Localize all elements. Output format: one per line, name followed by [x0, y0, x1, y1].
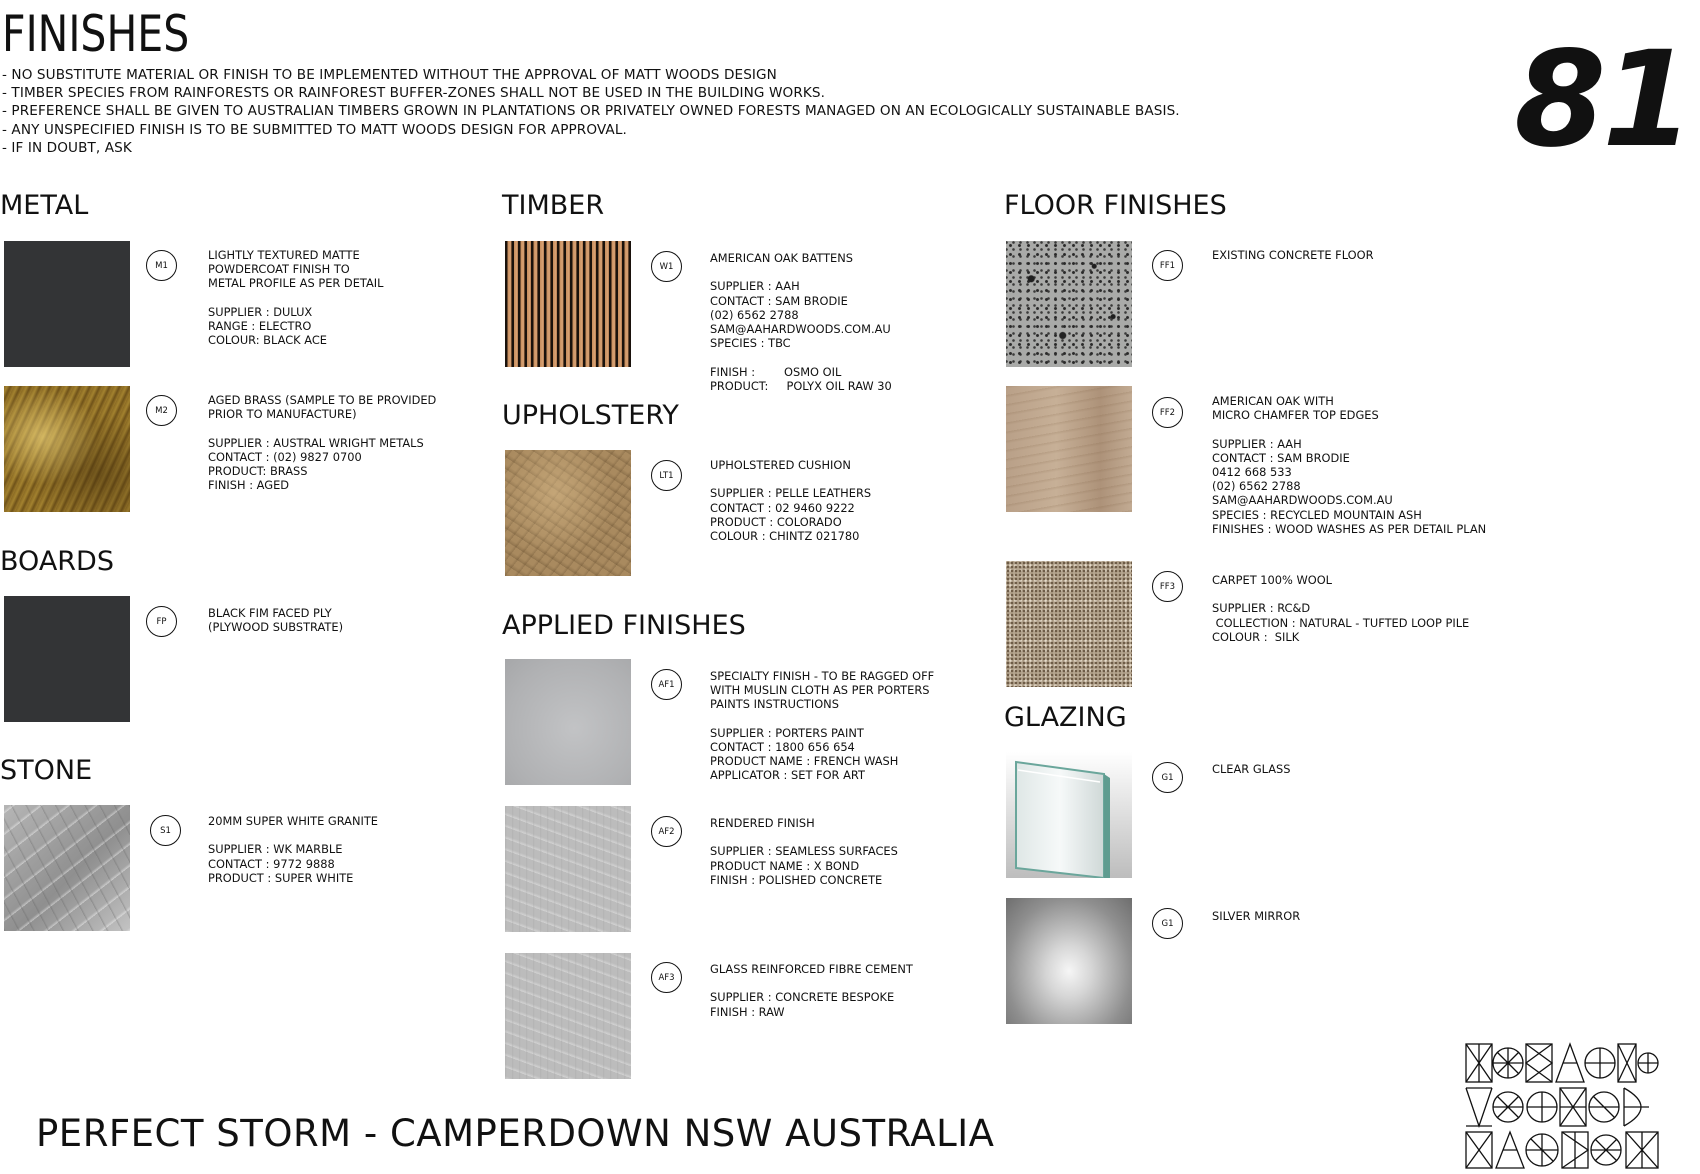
code-badge-w1: W1 — [651, 251, 682, 282]
spec-line: PAINTS INSTRUCTIONS — [710, 697, 839, 712]
spec-line: FINISH : RAW — [710, 1004, 785, 1019]
swatch-g1-glass — [1006, 752, 1132, 878]
section-heading-floor-finishes: FLOOR FINISHES — [1004, 190, 1227, 221]
spec-lt1 — [710, 458, 871, 543]
spec-line: GLASS REINFORCED FIBRE CEMENT — [710, 962, 913, 976]
spec-line: PRODUCT: BRASS — [208, 464, 308, 478]
spec-line: COLOUR: BLACK ACE — [208, 333, 327, 348]
spec-line: 0412 668 533 — [1212, 465, 1292, 479]
swatch-ff2 — [1006, 386, 1132, 512]
spec-line: SILVER MIRROR — [1212, 909, 1301, 923]
swatch-m1 — [4, 241, 130, 367]
spec-fp — [208, 606, 343, 634]
spec-line — [710, 265, 892, 279]
spec-line: SUPPLIER : PORTERS PAINT — [710, 725, 864, 740]
spec-line: FINISH : AGED — [208, 478, 290, 493]
spec-s1 — [208, 814, 378, 885]
spec-line: COLLECTION : NATURAL - TUFTED LOOP PILE — [1212, 615, 1470, 630]
spec-line: (PLYWOOD SUBSTRATE) — [208, 620, 344, 635]
matt-woods-logo — [1464, 1042, 1660, 1170]
spec-line — [208, 291, 383, 305]
spec-line: SUPPLIER : AAH — [1212, 436, 1302, 451]
spec-line: EXISTING CONCRETE FLOOR — [1212, 248, 1374, 262]
spec-line: PRODUCT: POLYX OIL RAW 30 — [710, 378, 892, 393]
spec-line — [710, 712, 934, 726]
spec-line — [710, 472, 871, 486]
spec-line: APPLICATOR : SET FOR ART — [710, 768, 865, 783]
spec-line: PRIOR TO MANUFACTURE) — [208, 407, 357, 422]
spec-line: AMERICAN OAK BATTENS — [710, 251, 854, 265]
spec-line: MICRO CHAMFER TOP EDGES — [1212, 408, 1379, 423]
footer-project-title: PERFECT STORM - CAMPERDOWN NSW AUSTRALIA — [36, 1112, 995, 1155]
spec-line: SPECIES : RECYCLED MOUNTAIN ASH — [1212, 507, 1422, 522]
swatch-m2 — [4, 386, 130, 512]
spec-line: FINISH : OSMO OIL — [710, 364, 842, 379]
code-badge-m2: M2 — [146, 395, 177, 426]
spec-line — [208, 828, 378, 842]
note-line: - ANY UNSPECIFIED FINISH IS TO BE SUBMITTED TO MATT WOODS DESIGN FOR APPROVAL. — [2, 121, 627, 138]
spec-line: RANGE : ELECTRO — [208, 319, 312, 333]
spec-line: AMERICAN OAK WITH — [1212, 394, 1334, 408]
spec-line: SUPPLIER : AUSTRAL WRIGHT METALS — [208, 435, 424, 450]
spec-line: BLACK FIM FACED PLY — [208, 606, 332, 620]
spec-ff2 — [1212, 394, 1486, 536]
code-badge-m1: M1 — [146, 250, 177, 281]
spec-line: PRODUCT : SUPER WHITE — [208, 870, 354, 885]
spec-line — [1212, 422, 1486, 436]
general-notes — [2, 66, 1180, 157]
note-line: - TIMBER SPECIES FROM RAINFORESTS OR RAINFOREST BUFFER-ZONES SHALL NOT BE USED IN THE BUILDING WORKS. — [2, 85, 826, 102]
section-heading-boards: BOARDS — [0, 546, 114, 577]
code-badge-af2: AF2 — [651, 816, 682, 847]
section-heading-metal: METAL — [0, 190, 89, 221]
section-heading-glazing: GLAZING — [1004, 702, 1127, 733]
spec-line: COLOUR : SILK — [1212, 629, 1300, 644]
spec-w1 — [710, 251, 892, 393]
spec-line: COLOUR : CHINTZ 021780 — [710, 529, 860, 543]
spec-line: SAM@AAHARDWOODS.COM.AU — [1212, 493, 1393, 508]
spec-line: SPECIES : TBC — [710, 336, 791, 351]
spec-line: (02) 6562 2788 — [1212, 479, 1301, 494]
spec-line: PRODUCT : COLORADO — [710, 514, 842, 529]
spec-line: POWDERCOAT FINISH TO — [208, 262, 350, 277]
code-badge-fp: FP — [146, 606, 177, 637]
glass-pane-icon — [1006, 752, 1132, 878]
spec-line: SUPPLIER : CONCRETE BESPOKE — [710, 990, 895, 1005]
spec-line: UPHOLSTERED CUSHION — [710, 458, 851, 472]
code-badge-ff3: FF3 — [1152, 571, 1183, 602]
spec-g1-glass — [1212, 762, 1291, 776]
spec-line: (02) 6562 2788 — [710, 307, 799, 322]
page-title: FINISHES — [2, 5, 190, 63]
spec-line: CONTACT : 02 9460 9222 — [710, 500, 855, 515]
code-badge-ff1: FF1 — [1152, 250, 1183, 281]
spec-ff3 — [1212, 573, 1469, 644]
page-number: 81 — [1514, 23, 1690, 177]
section-heading-timber: TIMBER — [502, 190, 605, 221]
swatch-lt1 — [505, 450, 631, 576]
spec-line: FINISHES : WOOD WASHES AS PER DETAIL PLAN — [1212, 521, 1487, 536]
code-badge-lt1: LT1 — [651, 460, 682, 491]
spec-af3 — [710, 962, 913, 1019]
code-badge-s1: S1 — [150, 815, 181, 846]
spec-line: CLEAR GLASS — [1212, 762, 1291, 776]
spec-line — [710, 350, 892, 364]
spec-line: CONTACT : SAM BRODIE — [710, 293, 848, 308]
spec-af2 — [710, 816, 898, 887]
code-badge-ff2: FF2 — [1152, 397, 1183, 428]
swatch-w1 — [505, 241, 631, 367]
spec-line: PRODUCT NAME : X BOND — [710, 858, 860, 873]
spec-line: METAL PROFILE AS PER DETAIL — [208, 276, 384, 291]
spec-line: SUPPLIER : AAH — [710, 279, 800, 294]
code-badge-af3: AF3 — [651, 962, 682, 993]
spec-m1 — [208, 248, 383, 347]
code-badge-g1-glass: G1 — [1152, 762, 1183, 793]
spec-line: SAM@AAHARDWOODS.COM.AU — [710, 322, 891, 336]
spec-line — [710, 976, 913, 990]
spec-ff1 — [1212, 248, 1374, 262]
spec-line — [1212, 587, 1469, 601]
swatch-ff1 — [1006, 241, 1132, 367]
spec-line: AGED BRASS (SAMPLE TO BE PROVIDED — [208, 393, 437, 407]
note-line: - NO SUBSTITUTE MATERIAL OR FINISH TO BE IMPLEMENTED WITHOUT THE APPROVAL OF MATT WOODS DESIGN — [2, 67, 777, 83]
note-line: - PREFERENCE SHALL BE GIVEN TO AUSTRALIAN TIMBERS GROWN IN PLANTATIONS OR PRIVATELY OWNED FORESTS MANAGED ON AN ECOLOGICALLY SUSTAINABLE BASIS. — [2, 103, 1180, 120]
spec-line — [208, 421, 436, 435]
code-badge-af1: AF1 — [651, 669, 682, 700]
spec-line: LIGHTLY TEXTURED MATTE — [208, 248, 360, 262]
section-heading-stone: STONE — [0, 755, 93, 786]
spec-line: WITH MUSLIN CLOTH AS PER PORTERS — [710, 683, 930, 698]
spec-line: CONTACT : SAM BRODIE — [1212, 450, 1350, 465]
spec-line: CARPET 100% WOOL — [1212, 573, 1333, 587]
spec-line: FINISH : POLISHED CONCRETE — [710, 872, 883, 887]
swatch-af1 — [505, 659, 631, 785]
section-heading-applied-finishes: APPLIED FINISHES — [502, 610, 746, 641]
spec-line — [710, 830, 898, 844]
swatch-af2 — [505, 806, 631, 932]
code-badge-g1-mirror: G1 — [1152, 908, 1183, 939]
spec-line: CONTACT : (02) 9827 0700 — [208, 449, 362, 464]
spec-line: PRODUCT NAME : FRENCH WASH — [710, 754, 899, 769]
spec-line: CONTACT : 1800 656 654 — [710, 740, 855, 754]
spec-line: SUPPLIER : PELLE LEATHERS — [710, 486, 872, 501]
spec-m2 — [208, 393, 436, 492]
spec-af1 — [710, 669, 934, 783]
spec-line: RENDERED FINISH — [710, 816, 815, 830]
note-line: - IF IN DOUBT, ASK — [2, 139, 132, 156]
spec-line: 20MM SUPER WHITE GRANITE — [208, 814, 379, 828]
spec-g1-mirror — [1212, 909, 1300, 923]
swatch-s1 — [4, 805, 130, 931]
spec-line: SUPPLIER : DULUX — [208, 304, 313, 319]
spec-line: SPECIALTY FINISH - TO BE RAGGED OFF — [710, 669, 935, 683]
swatch-fp — [4, 596, 130, 722]
spec-line: SUPPLIER : SEAMLESS SURFACES — [710, 844, 898, 859]
swatch-af3 — [505, 953, 631, 1079]
section-heading-upholstery: UPHOLSTERY — [502, 400, 679, 431]
swatch-g1-mirror — [1006, 898, 1132, 1024]
swatch-ff3 — [1006, 561, 1132, 687]
spec-line: SUPPLIER : WK MARBLE — [208, 842, 343, 857]
spec-line: SUPPLIER : RC&D — [1212, 601, 1311, 616]
spec-line: CONTACT : 9772 9888 — [208, 856, 335, 871]
